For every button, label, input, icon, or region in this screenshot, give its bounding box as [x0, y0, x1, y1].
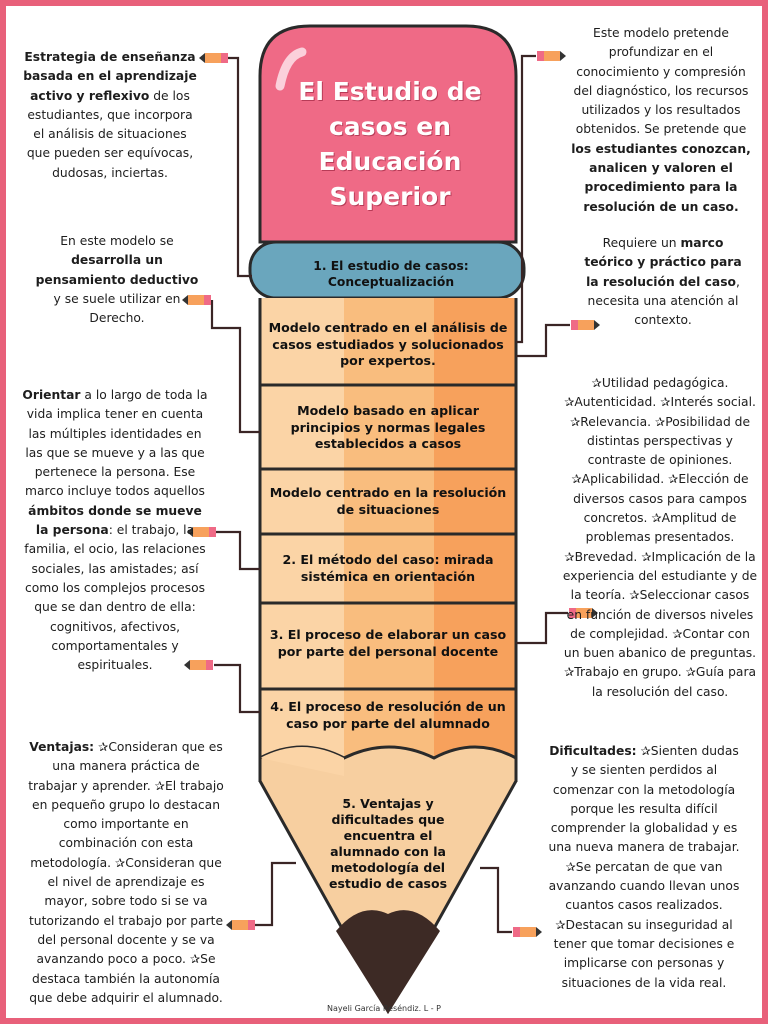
connector [212, 300, 260, 432]
pencil-icon [536, 50, 566, 62]
connector [216, 532, 260, 569]
infographic-page [6, 6, 762, 1018]
connector [214, 665, 260, 712]
connector [516, 325, 570, 356]
note-definition: Estrategia de enseñanza basada en el aprendizaje activo y reflexivo de los estudiantes, que incorpora el análisis de situaciones que pueden ser equívocas, dudosas, inciertas. [23, 50, 197, 180]
note-dificultades: Dificultades: ✰Sienten dudas y se sienten perdidos al comenzar con la metodología porque les resulta difícil comprender la globalidad y es una nueva manera de trabajar. ✰Se percatan de que van avanzando cuando llevan unos cuantos casos realizados. ✰Destacan su inseguridad al tener que tomar decisiones e implicarse con personas y situaciones de la vida real. [548, 744, 740, 990]
section-model-situations: Modelo centrado en la resolución de situaciones [269, 485, 507, 517]
footer-author: Nayeli García Reséndiz. L - P [327, 1004, 441, 1013]
note-ventajas: Ventajas: ✰Consideran que es una manera práctica de trabajar y aprender. ✰El trabajo en pequeño grupo lo destacan como importante en combinación con esta metodología. ✰Consideran que el nivel de aprendizaje es mayor, sobre todo si se va tutorizando el trabajo por parte del personal docente y se va avanzando poco a poco. ✰Se destaca también la autonomía que debe adquirir el alumnado. [28, 740, 224, 1005]
connector [516, 56, 536, 342]
connector [516, 613, 568, 643]
pencil-icon [512, 926, 542, 938]
section-2-title: 2. El método del caso: mirada sistémica en orientación [282, 552, 494, 584]
pencil-lead [336, 910, 440, 1014]
section-model-principles: Modelo basado en aplicar principios y normas legales establecidos a casos [290, 403, 486, 451]
section-model-experts: Modelo centrado en el análisis de casos estudiados y solucionados por expertos. [268, 320, 508, 368]
section-4-title: 4. El proceso de resolución de un caso por parte del alumnado [270, 699, 506, 731]
note-theoretical-frame: Requiere un marco teórico y práctico para la resolución del caso, necesita una atención al contexto. [584, 236, 742, 328]
page-title: El Estudio de casos en Educación Superior [298, 77, 482, 211]
section-5-title: 5. Ventajas y dificultades que encuentra el alumnado con la metodología del estudio de casos [328, 796, 448, 891]
connector [254, 863, 296, 925]
note-model-purpose: Este modelo pretende profundizar en el conocimiento y compresión del diagnóstico, los recursos utilizados y los resultados obtenidos. Se pretende que los estudiantes conozcan, analicen y valoren el procedimiento para la resolución de un caso. [571, 26, 751, 214]
section-3-title: 3. El proceso de elaborar un caso por parte del personal docente [269, 627, 507, 659]
pencil-icon [199, 52, 229, 64]
pencil-icon [226, 919, 256, 931]
connector [228, 58, 252, 276]
section-1-title: 1. El estudio de casos: Conceptualización [313, 259, 469, 289]
note-orientar: Orientar a lo largo de toda la vida implica tener en cuenta las múltiples identidades en las que se mueve y a las que pertenece la persona. Ese marco incluye todos aquellos ámbitos donde se mueve la persona: el trabajo, la familia, el ocio, las relaciones sociales, las amistades; así como los complejos procesos que se dan dentro de ella: cognitivos, afectivos, comportamentales y espirituales. [22, 388, 208, 673]
connector [480, 868, 512, 932]
note-characteristics: ✰Utilidad pedagógica. ✰Autenticidad. ✰Interés social. ✰Relevancia. ✰Posibilidad de distintas perspectivas y contraste de opiniones. ✰Aplicabilidad. ✰Elección de diversos casos para campos concretos. ✰Amplitud de problemas presentados. ✰Brevedad. ✰Implicación de la experiencia del estudiante y de la teoría. ✰Seleccionar casos en función de diversos niveles de complejidad. ✰Contar con un buen abanico de preguntas. ✰Trabajo en grupo. ✰Guía para la resolución del caso. [562, 376, 758, 699]
note-deductive: En este modelo se desarrolla un pensamiento deductivo y se suele utilizar en Derecho. [35, 234, 199, 326]
